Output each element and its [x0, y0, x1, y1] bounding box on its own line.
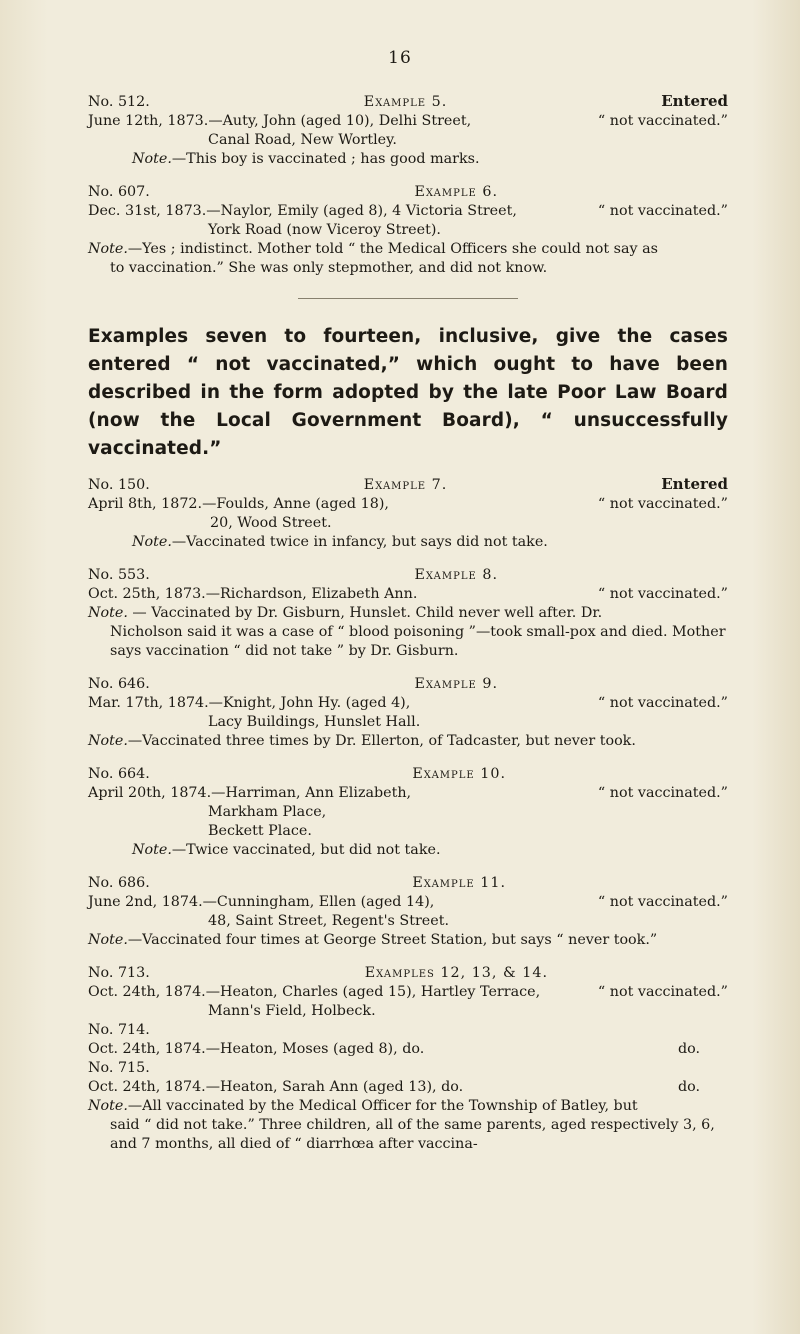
case-line [88, 495, 728, 514]
case-note [88, 240, 728, 259]
example-header [88, 92, 728, 112]
example-label: Example 8. [414, 567, 498, 583]
case-line [88, 983, 728, 1002]
example-8 [88, 566, 728, 661]
case-address: Canal Road, New Wortley. [208, 132, 397, 148]
note-text: —Twice vaccinated, but did not take. [171, 842, 441, 858]
example-label: Example 10. [412, 766, 506, 782]
case-note [88, 533, 728, 552]
case-number: No. 713. [88, 965, 150, 981]
case-status: do. [677, 1041, 700, 1057]
note-text: —Vaccinated three times by Dr. Ellerton, of Tadcaster, but never took. [127, 733, 636, 749]
note-label: Note. [88, 932, 128, 948]
example-9 [88, 675, 728, 751]
example-6 [88, 183, 728, 278]
case-status: “ not vaccinated.” [597, 984, 728, 1000]
case-date-name: Oct. 24th, 1874.—Heaton, Moses (aged 8), do. [88, 1041, 425, 1057]
note-label: Note. [88, 733, 128, 749]
case-date-name: June 2nd, 1874.—Cunningham, Ellen (aged 14), [88, 894, 435, 910]
case-number: No. 646. [88, 676, 150, 692]
example-label: Example 11. [412, 875, 506, 891]
note-continuation: to vaccination.” She was only stepmother, and did not know. [110, 260, 548, 276]
entered-heading: Entered [661, 475, 728, 493]
case-status: “ not vaccinated.” [597, 586, 728, 602]
case-address: 48, Saint Street, Regent's Street. [208, 913, 449, 929]
case-line [88, 112, 728, 131]
section-divider [298, 298, 518, 299]
case-address: Markham Place, [208, 804, 327, 820]
case-line [88, 784, 728, 803]
case-date-name: Mar. 17th, 1874.—Knight, John Hy. (aged 4), [88, 695, 411, 711]
case-address: Lacy Buildings, Hunslet Hall. [208, 714, 421, 730]
case-number: No. 512. [88, 94, 150, 110]
case-address: York Road (now Viceroy Street). [208, 222, 441, 238]
case-status: “ not vaccinated.” [597, 785, 728, 801]
case-status: “ not vaccinated.” [597, 113, 728, 129]
example-header [88, 874, 728, 893]
note-label: Note. [132, 151, 172, 167]
example-5 [88, 92, 728, 169]
case-date-name: Dec. 31st, 1873.—Naylor, Emily (aged 8), 4 Victoria Street, [88, 203, 517, 219]
case-status: “ not vaccinated.” [597, 203, 728, 219]
note-label: Note. [132, 842, 172, 858]
case-line [88, 202, 728, 221]
example-header [88, 765, 728, 784]
case-number: No. 715. [88, 1060, 150, 1076]
note-text: —This boy is vaccinated ; has good marks. [171, 151, 480, 167]
example-7 [88, 475, 728, 552]
note-label: Note. [88, 605, 128, 621]
examples-12-14 [88, 964, 728, 1154]
case-line [88, 585, 728, 604]
case-number: No. 607. [88, 184, 150, 200]
note-text: —Vaccinated twice in infancy, but says did not take. [171, 534, 548, 550]
example-header [88, 675, 728, 694]
case-status: do. [677, 1079, 700, 1095]
case-address: Beckett Place. [208, 823, 312, 839]
case-line [88, 1040, 728, 1059]
case-note [88, 1097, 728, 1116]
case-status: “ not vaccinated.” [597, 894, 728, 910]
case-date-name: June 12th, 1873.—Auty, John (aged 10), Delhi Street, [88, 113, 472, 129]
case-number: No. 686. [88, 875, 150, 891]
case-note [88, 931, 728, 950]
case-status: “ not vaccinated.” [597, 496, 728, 512]
case-line [88, 893, 728, 912]
entered-heading: Entered [661, 92, 728, 110]
example-header [88, 475, 728, 495]
example-label: Example 9. [414, 676, 498, 692]
case-address: Mann's Field, Holbeck. [208, 1003, 376, 1019]
case-date-name: April 8th, 1872.—Foulds, Anne (aged 18), [88, 496, 389, 512]
example-header [88, 964, 728, 983]
case-date-name: Oct. 25th, 1873.—Richardson, Elizabeth Ann. [88, 586, 418, 602]
note-label: Note. [88, 1098, 128, 1114]
note-continuation: said “ did not take.” Three children, all of the same parents, aged respectively 3, 6, and 7 months, all died of “ diarrhœa after vaccina- [110, 1117, 715, 1152]
example-header [88, 183, 728, 202]
note-text: —Vaccinated four times at George Street Station, but says “ never took.” [127, 932, 658, 948]
example-label: Example 5. [363, 94, 448, 110]
case-note [88, 150, 728, 169]
document-body [88, 92, 728, 1168]
note-text: —Yes ; indistinct. Mother told “ the Medical Officers she could not say as [127, 241, 658, 257]
case-line [88, 694, 728, 713]
intro-paragraph: Examples seven to fourteen, inclusive, give the cases entered “ not vaccinated,” which ought to have been described in the form adopted by the late Poor Law Board (now the Local Government Board), “ unsuccessfully vaccinated.” [88, 326, 728, 459]
case-line [88, 1078, 728, 1097]
case-number: No. 714. [88, 1022, 150, 1038]
case-note [88, 604, 728, 623]
case-note [88, 732, 728, 751]
note-label: Note. [88, 241, 128, 257]
case-status: “ not vaccinated.” [597, 695, 728, 711]
page-number: 16 [388, 48, 412, 68]
case-number: No. 553. [88, 567, 150, 583]
case-date-name: Oct. 24th, 1874.—Heaton, Charles (aged 15), Hartley Terrace, [88, 984, 541, 1000]
case-date-name: Oct. 24th, 1874.—Heaton, Sarah Ann (aged 13), do. [88, 1079, 464, 1095]
case-note [88, 841, 728, 860]
case-number: No. 664. [88, 766, 150, 782]
note-label: Note. [132, 534, 172, 550]
example-11 [88, 874, 728, 950]
example-label: Example 6. [414, 184, 498, 200]
case-address: 20, Wood Street. [210, 515, 332, 531]
note-continuation: Nicholson said it was a case of “ blood poisoning ”—took small-pox and died. Mother says vaccination “ did not take ” by Dr. Gisburn. [110, 624, 726, 659]
case-date-name: April 20th, 1874.—Harriman, Ann Elizabeth, [88, 785, 412, 801]
case-number: No. 150. [88, 477, 150, 493]
note-text: —All vaccinated by the Medical Officer for the Township of Batley, but [127, 1098, 638, 1114]
example-label: Examples 12, 13, & 14. [364, 965, 548, 981]
note-text: — Vaccinated by Dr. Gisburn, Hunslet. Child never well after. Dr. [127, 605, 603, 621]
example-header [88, 566, 728, 585]
example-label: Example 7. [363, 477, 448, 493]
example-10 [88, 765, 728, 860]
